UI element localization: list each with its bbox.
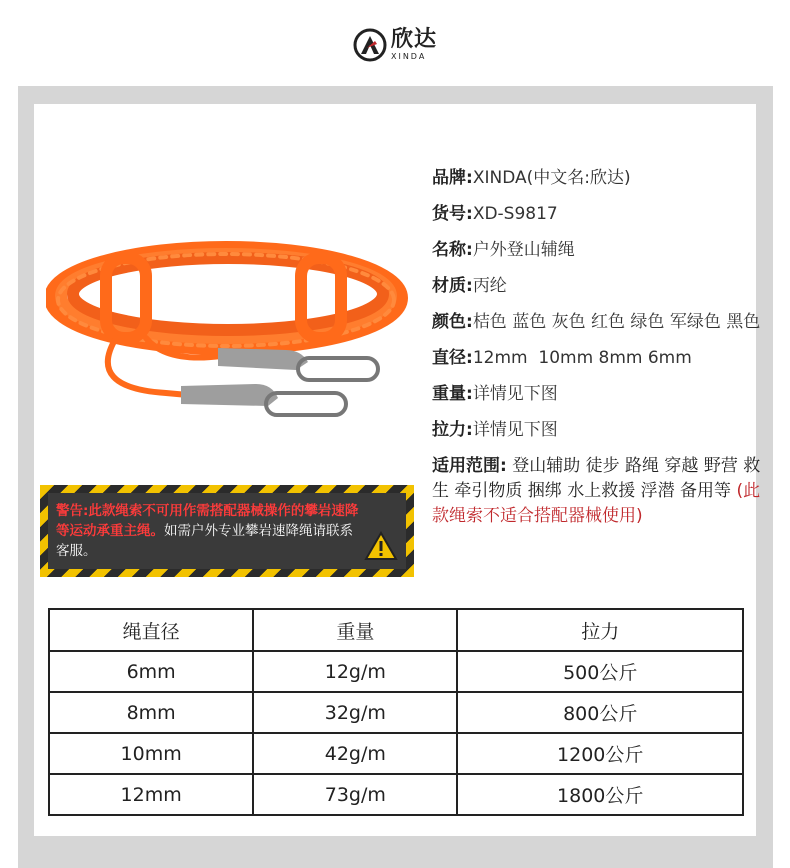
header [0, 22, 790, 68]
table-cell: 10mm [49, 733, 253, 774]
spec-row-color [432, 310, 762, 334]
spec-label: 材质: [432, 276, 473, 296]
warning-triangle-icon [364, 531, 398, 561]
brand-name-cn: 欣达 [390, 27, 437, 52]
table-header-row [49, 609, 743, 651]
table-cell: 1200公斤 [457, 733, 743, 774]
spec-row-tension [432, 418, 762, 442]
table-cell: 500公斤 [457, 651, 743, 692]
warning-banner [40, 485, 414, 577]
usage-block [432, 454, 762, 529]
brand-logo [353, 28, 437, 62]
spec-value: XD-S9817 [472, 204, 558, 224]
rope-product-image [46, 238, 416, 438]
spec-label: 货号: [432, 204, 473, 224]
spec-row-model [432, 202, 762, 226]
spec-label: 重量: [432, 384, 473, 404]
table-header: 绳直径 [49, 609, 253, 651]
usage-note: (此款绳索不适合搭配器械使用) [432, 481, 761, 526]
spec-table [48, 608, 744, 816]
spec-row-diameter [432, 346, 762, 370]
table-cell: 12mm [49, 774, 253, 815]
table-cell: 1800公斤 [457, 774, 743, 815]
spec-row-brand [432, 166, 762, 190]
spec-value: 12mm 10mm 8mm 6mm [472, 348, 692, 368]
spec-label: 品牌: [432, 168, 473, 188]
warning-text [56, 501, 361, 561]
spec-label: 名称: [432, 240, 473, 260]
table-cell: 42g/m [253, 733, 457, 774]
spec-label: 颜色: [432, 312, 473, 332]
table-cell: 6mm [49, 651, 253, 692]
table-cell: 32g/m [253, 692, 457, 733]
warning-white-text: 如需户外专业攀岩速降绳请联系客服。 [56, 523, 353, 559]
spec-label: 拉力: [432, 420, 473, 440]
table-row [49, 651, 743, 692]
spec-value: 详情见下图 [472, 384, 558, 404]
table-cell: 12g/m [253, 651, 457, 692]
table-row [49, 774, 743, 815]
table-cell: 73g/m [253, 774, 457, 815]
usage-value: 登山辅助 徒步 路绳 穿越 野营 救生 牵引物质 捆绑 水上救援 浮潜 备用等 [432, 456, 761, 501]
spec-value: 丙纶 [472, 276, 507, 296]
brand-name-en: XINDA [390, 52, 427, 61]
spec-value: XINDA(中文名:欣达) [472, 168, 631, 188]
spec-value: 户外登山辅绳 [472, 240, 575, 260]
table-row [49, 733, 743, 774]
spec-row-name [432, 238, 762, 262]
warning-title: 警告: [56, 503, 89, 519]
warning-inner [48, 493, 406, 569]
xinda-logo-icon [353, 28, 387, 62]
spec-value: 桔色 蓝色 灰色 红色 绿色 军绿色 黑色 [472, 312, 761, 332]
warning-red-text: 此款绳索不可用作需搭配器械操作的攀岩速降等运动承重主绳。 [56, 503, 359, 539]
table-cell: 8mm [49, 692, 253, 733]
usage-label: 适用范围: [432, 456, 507, 476]
spec-row-material [432, 274, 762, 298]
spec-label: 直径: [432, 348, 473, 368]
table-cell: 800公斤 [457, 692, 743, 733]
table-header: 重量 [253, 609, 457, 651]
table-header: 拉力 [457, 609, 743, 651]
table-row [49, 692, 743, 733]
spec-value: 详情见下图 [472, 420, 558, 440]
spec-row-weight [432, 382, 762, 406]
spec-list [432, 166, 762, 529]
